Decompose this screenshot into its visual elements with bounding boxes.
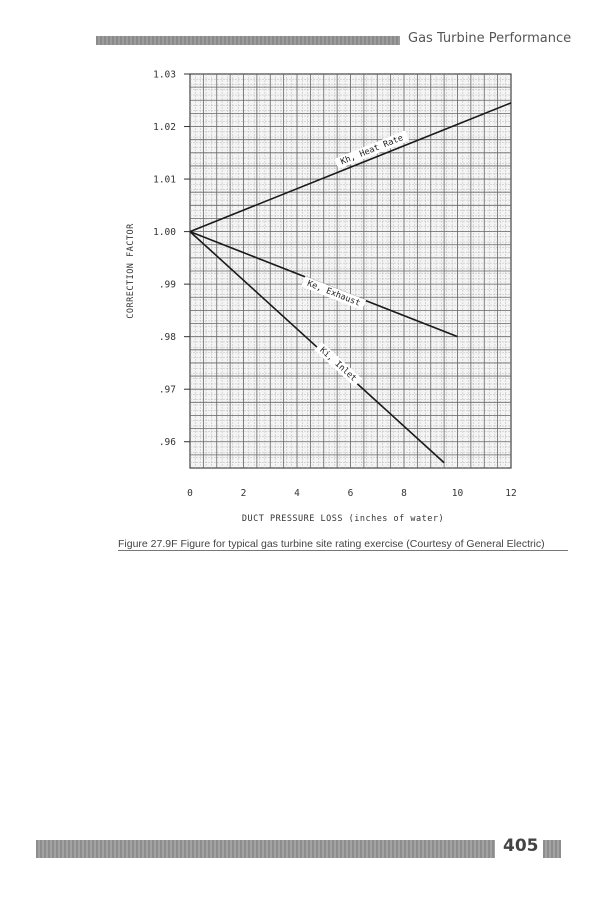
running-header-title: Gas Turbine Performance — [408, 31, 572, 46]
x-axis-title: DUCT PRESSURE LOSS (inches of water) — [241, 514, 445, 524]
series-label: Ki, Inlet — [317, 345, 359, 384]
figure-caption: Figure 27.9F Figure for typical gas turbine site rating exercise (Courtesy of General Electric) — [118, 538, 545, 550]
x-tick-label: 8 — [401, 488, 407, 499]
y-axis-title: CORRECTION FACTOR — [126, 223, 136, 319]
y-tick-label: .96 — [158, 437, 176, 449]
y-tick-label: .99 — [158, 279, 176, 291]
x-tick-label: 0 — [187, 488, 193, 499]
x-tick-label: 6 — [347, 488, 354, 499]
series-label: Kh, Heat Rate — [339, 133, 405, 168]
x-tick-label: 4 — [294, 488, 300, 499]
chart-grid — [190, 74, 511, 468]
footer-decor-end — [543, 840, 561, 858]
x-tick-label: 12 — [505, 488, 517, 499]
caption-divider — [118, 550, 568, 551]
y-tick-label: 1.00 — [153, 227, 176, 239]
y-tick-label: 1.03 — [153, 69, 176, 81]
footer-decor-bar — [36, 840, 495, 858]
x-tick-label: 2 — [240, 488, 247, 499]
y-tick-label: .97 — [158, 384, 176, 396]
y-tick-label: .98 — [158, 332, 176, 344]
y-tick-label: 1.02 — [153, 122, 176, 134]
x-tick-label: 10 — [451, 488, 464, 499]
series-label: Ke, Exhaust — [305, 278, 362, 309]
y-tick-label: 1.01 — [153, 174, 176, 186]
page-number: 405 — [503, 836, 539, 856]
